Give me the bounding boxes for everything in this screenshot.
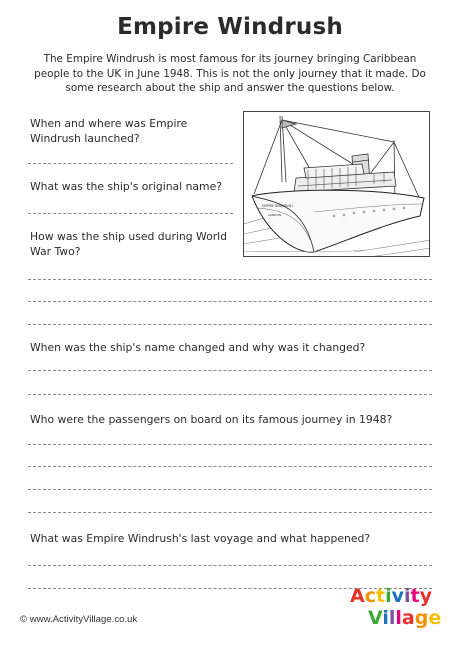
answer-line[interactable] <box>28 444 432 445</box>
answer-line[interactable] <box>28 466 432 467</box>
answer-line[interactable] <box>28 279 432 280</box>
question-6: What was Empire Windrush's last voyage and what happened? <box>30 532 371 545</box>
ship-illustration <box>243 111 430 257</box>
logo-letter: A <box>350 585 365 607</box>
ship-port-text: LONDON <box>268 213 282 217</box>
answer-line[interactable] <box>28 213 233 214</box>
answer-line[interactable] <box>28 565 432 566</box>
page-title: Empire Windrush <box>117 14 343 40</box>
logo-letter: a <box>401 607 415 629</box>
answer-line[interactable] <box>28 301 432 302</box>
question-5: Who were the passengers on board on its famous journey in 1948? <box>30 413 393 426</box>
question-1: When and where was Empire Windrush launched? <box>30 117 188 145</box>
answer-line[interactable] <box>28 394 432 395</box>
logo-letter: V <box>368 607 383 629</box>
logo-letter: i <box>382 607 389 629</box>
logo-letter: l <box>388 607 396 629</box>
logo-letter: v <box>391 585 404 607</box>
question-3: How was the ship used during World War Two? <box>30 230 227 258</box>
logo-letter: i <box>403 585 411 607</box>
logo-letter: y <box>419 585 432 607</box>
answer-line[interactable] <box>28 512 432 513</box>
logo-letter: g <box>414 607 429 629</box>
intro-paragraph: The Empire Windrush is most famous for its journey bringing Caribbean people to the UK in June 1948. This is not the only journey that it made. Do some research about the ship and answer the questions below. <box>34 53 426 94</box>
answer-line[interactable] <box>28 489 432 490</box>
logo-letter: t <box>410 585 420 607</box>
logo-letter: l <box>395 607 402 629</box>
ship-name-text: EMPIRE WINDRUSH <box>262 204 293 208</box>
logo-letter: i <box>385 585 392 607</box>
activity-village-logo <box>348 580 448 630</box>
copyright-text: © www.ActivityVillage.co.uk <box>20 614 138 625</box>
logo-letter: c <box>364 585 376 607</box>
logo-line-2 <box>368 607 441 629</box>
question-4: When was the ship's name changed and why was it changed? <box>30 341 366 354</box>
logo-letter: e <box>428 607 442 629</box>
question-2: What was the ship's original name? <box>30 180 222 193</box>
answer-line[interactable] <box>28 370 432 371</box>
logo-line-1 <box>350 585 433 607</box>
answer-line[interactable] <box>28 324 432 325</box>
answer-line[interactable] <box>28 163 233 164</box>
logo-letter: t <box>375 585 386 607</box>
